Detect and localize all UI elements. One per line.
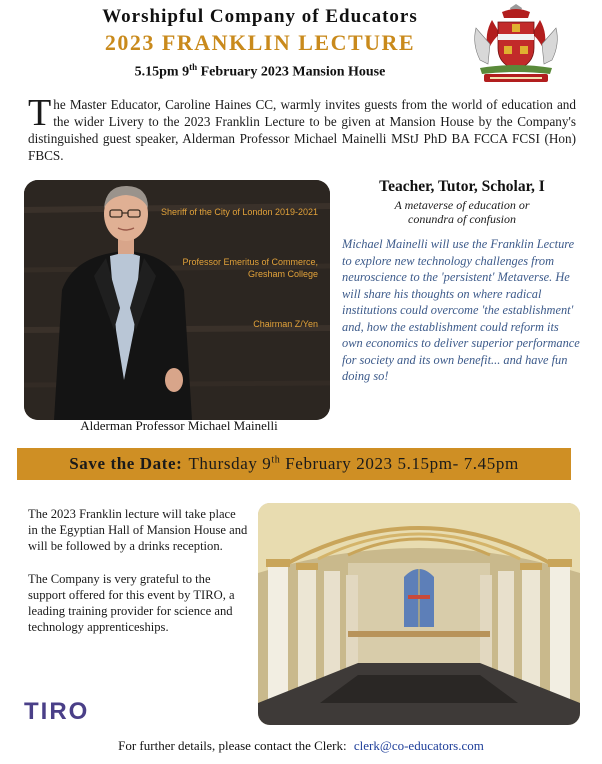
- header: [60, 6, 460, 81]
- coat-of-arms-icon: [470, 4, 562, 86]
- sponsor-paragraph: The Company is very grateful to the support offered for this event by TIRO, a leading training provider for science and technology apprenticeships.: [28, 571, 235, 635]
- lecture-subtitle: A metaverse of education or conundra of confusion: [394, 198, 530, 226]
- tiro-logo: TIRO: [24, 698, 90, 725]
- venue-paragraph: The 2023 Franklin lecture will take place in the Egyptian Hall of Mansion House and will be followed by a drinks reception.: [28, 507, 248, 554]
- caption-professor: Professor Emeritus of Commerce, Gresham College: [182, 257, 318, 279]
- lecture-title: 2023 FRANKLIN LECTURE: [104, 30, 416, 55]
- invitation-paragraph: The Master Educator, Caroline Haines CC, warmly invites guests from the world of education and the wider Livery to the 2023 Franklin Lecture to be given at Mansion House by the Company's distinguished guest speaker, Alderman Professor Michael Mainelli MStJ PhD BA FCCA FCSI (Hon) FBCS.: [28, 92, 576, 163]
- caption-sheriff: Sheriff of the City of London 2019-2021: [161, 207, 318, 217]
- footer-contact: [0, 738, 602, 754]
- lecture-subject-title: Teacher, Tutor, Scholar, I: [379, 178, 545, 195]
- drop-cap: T: [28, 92, 52, 134]
- clerk-email-link[interactable]: clerk@co-educators.com: [353, 738, 484, 753]
- save-the-date-banner: [17, 448, 571, 480]
- save-the-date-value: Thursday 9th February 2023 5.15pm- 7.45pm: [188, 454, 519, 473]
- lecture-description: Michael Mainelli will use the Franklin Lecture to explore new technology challenges from neuroscience to the 'persistent' Metaverse. He will share his thoughts on where radical institutions could overcome 'the establishment' and, how the establishment could reform its own economics to deliver superior performance for society and its own benefit... and have fun doing so!: [342, 237, 580, 383]
- speaker-photo: [24, 180, 330, 420]
- footer-text: For further details, please contact the Clerk:: [118, 738, 347, 753]
- caption-chairman: Chairman Z/Yen: [253, 319, 318, 329]
- egyptian-hall-photo: [258, 503, 580, 725]
- speaker-name-caption: Alderman Professor Michael Mainelli: [80, 418, 278, 433]
- event-details: [28, 506, 248, 635]
- org-name: Worshipful Company of Educators: [102, 6, 418, 27]
- lecture-teaser: [342, 178, 582, 385]
- save-the-date-label: Save the Date:: [69, 454, 183, 473]
- event-datetime: 5.15pm 9th February 2023 Mansion House: [134, 62, 386, 80]
